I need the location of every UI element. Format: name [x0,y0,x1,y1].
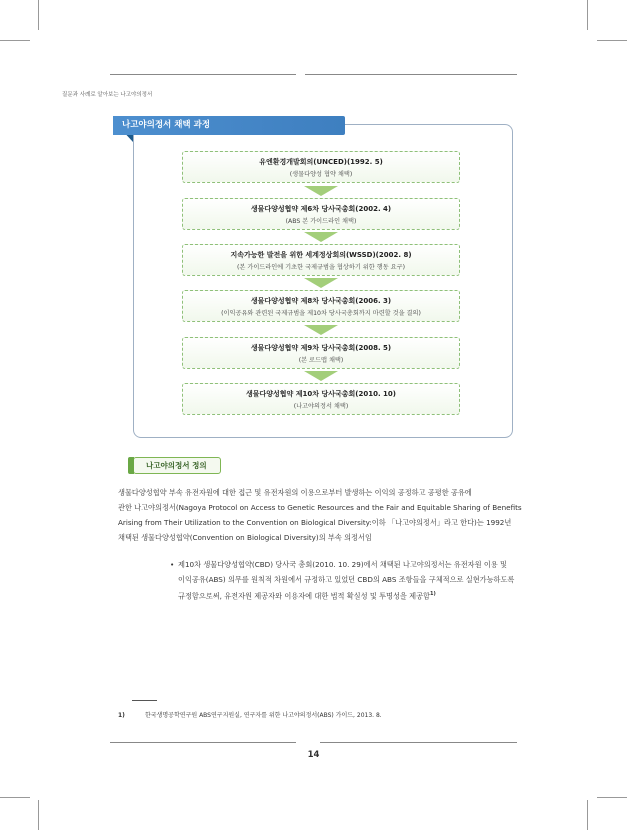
footnote-rule [132,700,157,701]
bullet-line: 제10차 생물다양성협약(CBD) 당사국 총회(2010. 10. 29)에서 채택된 나고야의정서는 유전자원 이용 및 [178,560,507,569]
footnote [118,710,382,719]
down-arrow-icon [304,371,338,381]
crop-mark [587,0,588,30]
footer-rule [110,742,296,743]
step-subtitle: (생물다양성 협약 채택) [289,171,353,178]
crop-mark [38,0,39,30]
crop-mark [0,797,30,798]
process-step [182,383,460,415]
step-title: 생물다양성협약 제9차 당사국총회(2008. 5) [250,344,392,352]
crop-mark [38,800,39,830]
footnote-number: 1) [118,712,125,719]
crop-mark [597,40,627,41]
crop-mark [0,40,30,41]
crop-mark [597,797,627,798]
step-title: 지속가능한 발전을 위한 세계정상회의(WSSD)(2002. 8) [230,251,412,259]
step-subtitle: (나고야의정서 채택) [293,403,349,410]
step-title: 생물다양성협약 제8차 당사국총회(2006. 3) [250,297,392,305]
footnote-ref[interactable]: 1) [429,591,436,597]
process-step [182,198,460,230]
bullet-line: 규정함으로써, 유전자원 제공자와 이용자에 대한 법적 확실성 및 투명성을 제공함 [178,591,430,601]
running-head: 질문과 사례로 알아보는 나고야의정서 [62,92,153,98]
paragraph-line: Arising from Their Utilization to the Convention on Biological Diversity:이하 「나고야의정서」라고 한다)는 1992년 [118,518,512,527]
step-subtitle: (ABS 본 가이드라인 채택) [285,218,357,225]
paragraph-line: 채택된 생물다양성협약(Convention on Biological Diversity)의 부속 의정서임 [118,533,372,542]
down-arrow-icon [304,325,338,335]
down-arrow-icon [304,278,338,288]
bullet-line: 이익공유(ABS) 의무를 원칙적 차원에서 규정하고 있었던 CBD의 ABS 조항들을 구체적으로 실현가능하도록 [178,575,515,584]
step-subtitle: (본 로드맵 채택) [298,357,344,364]
page-number: 14 [307,750,320,760]
definition-paragraph [118,485,522,545]
paragraph-line: 관한 나고야의정서(Nagoya Protocol on Access to Genetic Resources and the Fair and Equitable Sharing of Benefits [118,503,522,512]
step-title: 생물다양성협약 제6차 당사국총회(2002. 4) [250,205,392,213]
step-title: 생물다양성협약 제10차 당사국총회(2010. 10) [245,390,396,398]
crop-mark [587,800,588,830]
step-subtitle: (이익공유와 관련된 국제규범을 제10차 당사국총회까지 마련할 것을 결의) [221,310,421,317]
process-step [182,151,460,183]
paragraph-line: 생물다양성협약 부속 유전자원에 대한 접근 및 유전자원의 이용으로부터 발생하는 이익의 공정하고 공평한 공유에 [118,488,472,497]
down-arrow-icon [304,232,338,242]
footer-rule [320,742,517,743]
bullet-item [170,557,523,603]
process-step [182,337,460,369]
step-title: 유엔환경개발회의(UNCED)(1992. 5) [259,158,383,166]
down-arrow-icon [304,186,338,196]
definition-heading: 나고야의정서 정의 [133,457,221,474]
header-rule [110,74,296,75]
process-step [182,244,460,276]
footnote-text: 한국생명공학연구원 ABS연구지원실, 연구자를 위한 나고야의정서(ABS) 가이드, 2013. 8. [145,712,382,719]
bullet-marker: • [170,560,175,569]
process-step [182,290,460,322]
step-subtitle: (본 가이드라인에 기초한 국제규범을 협상하기 위한 행동 요구) [236,264,406,271]
header-rule [305,74,517,75]
process-title: 나고야의정서 채택 과정 [113,116,345,135]
